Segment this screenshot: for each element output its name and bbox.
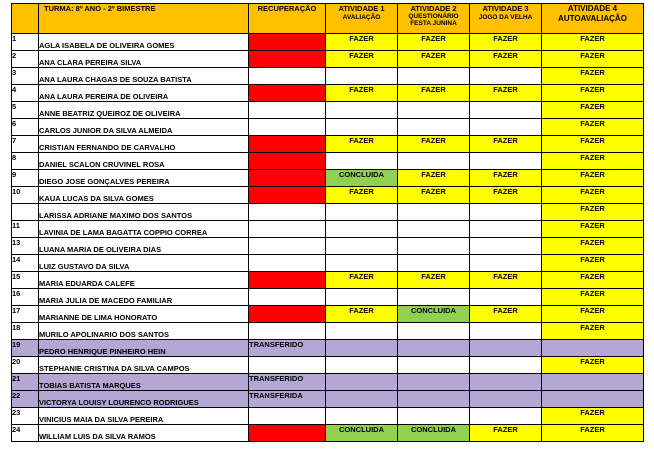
atividade-1-cell (326, 102, 398, 119)
atividade-4-cell: FAZER (542, 289, 644, 306)
atividade-4-cell: FAZER (542, 187, 644, 204)
student-number: 19 (12, 340, 39, 357)
recuperacao-cell: TRANSFERIDO (249, 340, 326, 357)
student-name: LUANA MARIA DE OLIVEIRA DIAS (39, 238, 249, 255)
student-name: LUIZ GUSTAVO DA SILVA (39, 255, 249, 272)
header-recuperacao: RECUPERAÇÃO (249, 4, 326, 34)
student-number: 7 (12, 136, 39, 153)
student-name: LAVINIA DE LAMA BAGATTA COPPIO CORREA (39, 221, 249, 238)
atividade-1-cell (326, 391, 398, 408)
atividade-3-cell: FAZER (470, 187, 542, 204)
student-name: ANA CLARA PEREIRA SILVA (39, 51, 249, 68)
atividade-1-cell: CONCLUIDA (326, 170, 398, 187)
student-name: PEDRO HENRIQUE PINHEIRO HEIN (39, 340, 249, 357)
recuperacao-cell (249, 51, 326, 68)
header-atividade-2-subtitle: QUESTIONÁRIO (408, 13, 459, 20)
atividade-3-cell (470, 374, 542, 391)
student-name: ANA LAURA PEREIRA DE OLIVEIRA (39, 85, 249, 102)
table-row (12, 323, 644, 340)
student-number: 14 (12, 255, 39, 272)
recuperacao-cell (249, 85, 326, 102)
atividade-2-cell (398, 153, 470, 170)
student-number: 1 (12, 34, 39, 51)
atividade-4-cell: FAZER (542, 204, 644, 221)
atividade-2-cell (398, 323, 470, 340)
atividade-2-cell (398, 374, 470, 391)
table-row (12, 391, 644, 408)
atividade-4-cell: FAZER (542, 272, 644, 289)
header-atividade-1-title: ATIVIDADE 1 (338, 4, 385, 13)
recuperacao-cell (249, 170, 326, 187)
header-atividade-3-title: ATIVIDADE 3 (482, 4, 529, 13)
atividade-4-cell: FAZER (542, 255, 644, 272)
table-row (12, 306, 644, 323)
table-row (12, 136, 644, 153)
header-atividade-3-subtitle: JOGO DA VELHA (478, 14, 533, 21)
atividade-4-cell: FAZER (542, 85, 644, 102)
table-row (12, 119, 644, 136)
student-name: VICTORYA LOUISY LOURENCO RODRIGUES (39, 391, 249, 408)
atividade-4-cell: FAZER (542, 238, 644, 255)
atividade-1-cell (326, 119, 398, 136)
table-row (12, 170, 644, 187)
student-name: CRISTIAN FERNANDO DE CARVALHO (39, 136, 249, 153)
atividade-3-cell: FAZER (470, 51, 542, 68)
atividade-3-cell: FAZER (470, 272, 542, 289)
table-row (12, 102, 644, 119)
atividade-3-cell (470, 221, 542, 238)
atividade-3-cell (470, 68, 542, 85)
table-row (12, 34, 644, 51)
atividade-1-cell: FAZER (326, 272, 398, 289)
student-number: 22 (12, 391, 39, 408)
table-row (12, 85, 644, 102)
table-row (12, 238, 644, 255)
atividade-2-cell (398, 119, 470, 136)
student-number: 2 (12, 51, 39, 68)
student-number: 17 (12, 306, 39, 323)
atividade-2-cell (398, 68, 470, 85)
header-atividade-2 (398, 4, 470, 34)
atividade-2-cell: FAZER (398, 51, 470, 68)
atividade-1-cell (326, 221, 398, 238)
atividade-3-cell (470, 153, 542, 170)
recuperacao-cell (249, 408, 326, 425)
header-num-cell (12, 4, 39, 34)
recuperacao-cell (249, 357, 326, 374)
atividade-3-cell (470, 340, 542, 357)
student-number: 8 (12, 153, 39, 170)
atividade-3-cell (470, 289, 542, 306)
student-number: 16 (12, 289, 39, 306)
atividade-2-cell: CONCLUIDA (398, 425, 470, 442)
student-name: DIEGO JOSE GONÇALVES PEREIRA (39, 170, 249, 187)
table-row (12, 221, 644, 238)
recuperacao-cell (249, 34, 326, 51)
student-name: STEPHANIE CRISTINA DA SILVA CAMPOS (39, 357, 249, 374)
atividade-2-cell (398, 357, 470, 374)
recuperacao-cell (249, 136, 326, 153)
atividade-4-cell: FAZER (542, 323, 644, 340)
atividade-3-cell (470, 391, 542, 408)
atividade-2-cell (398, 238, 470, 255)
student-number: 21 (12, 374, 39, 391)
header-atividade-4 (542, 4, 644, 34)
atividade-2-cell: FAZER (398, 34, 470, 51)
header-atividade-4-subtitle: AUTOAVALIAÇÃO (558, 14, 627, 23)
student-name: VINICIUS MAIA DA SILVA PEREIRA (39, 408, 249, 425)
atividade-3-cell: FAZER (470, 85, 542, 102)
recuperacao-cell (249, 425, 326, 442)
atividade-3-cell: FAZER (470, 425, 542, 442)
student-name: LARISSA ADRIANE MAXIMO DOS SANTOS (39, 204, 249, 221)
student-number: 23 (12, 408, 39, 425)
atividade-4-cell: FAZER (542, 102, 644, 119)
student-number: 5 (12, 102, 39, 119)
atividade-1-cell (326, 357, 398, 374)
student-number (12, 204, 39, 221)
student-name: CARLOS JUNIOR DA SILVA ALMEIDA (39, 119, 249, 136)
table-row (12, 289, 644, 306)
recuperacao-cell (249, 289, 326, 306)
header-atividade-1 (326, 4, 398, 34)
student-name: WILLIAM LUIS DA SILVA RAMOS (39, 425, 249, 442)
student-number: 10 (12, 187, 39, 204)
student-number: 4 (12, 85, 39, 102)
student-number: 6 (12, 119, 39, 136)
table-row (12, 374, 644, 391)
atividade-2-cell (398, 289, 470, 306)
table-row (12, 408, 644, 425)
atividade-4-cell: FAZER (542, 170, 644, 187)
student-name: MARIA EDUARDA CALEFE (39, 272, 249, 289)
student-name: TOBIAS BATISTA MARQUES (39, 374, 249, 391)
recuperacao-cell: TRANSFERIDA (249, 391, 326, 408)
atividade-4-cell: FAZER (542, 34, 644, 51)
table-row (12, 255, 644, 272)
atividade-2-cell (398, 204, 470, 221)
atividade-1-cell: FAZER (326, 34, 398, 51)
atividade-2-cell (398, 221, 470, 238)
table-row (12, 204, 644, 221)
atividade-2-cell (398, 391, 470, 408)
atividade-4-cell: FAZER (542, 408, 644, 425)
atividade-3-cell: FAZER (470, 170, 542, 187)
class-title: TURMA: 8º ANO - 2º BIMESTRE (39, 4, 249, 34)
atividade-4-cell (542, 340, 644, 357)
atividade-1-cell (326, 323, 398, 340)
recuperacao-cell (249, 102, 326, 119)
student-number: 3 (12, 68, 39, 85)
header-atividade-2-title: ATIVIDADE 2 (410, 4, 457, 13)
atividade-4-cell: FAZER (542, 425, 644, 442)
student-name: MURILO APOLINARIO DOS SANTOS (39, 323, 249, 340)
atividade-1-cell: CONCLUIDA (326, 425, 398, 442)
atividade-2-cell (398, 408, 470, 425)
atividade-1-cell (326, 68, 398, 85)
header-atividade-4-title: ATIVIDADE 4 (567, 4, 618, 13)
atividade-4-cell: FAZER (542, 68, 644, 85)
atividade-1-cell: FAZER (326, 51, 398, 68)
atividade-2-cell: FAZER (398, 170, 470, 187)
student-number: 15 (12, 272, 39, 289)
atividade-3-cell: FAZER (470, 306, 542, 323)
student-number: 20 (12, 357, 39, 374)
table-row (12, 153, 644, 170)
recuperacao-cell (249, 153, 326, 170)
atividade-4-cell: FAZER (542, 357, 644, 374)
student-name: KAUA LUCAS DA SILVA GOMES (39, 187, 249, 204)
student-name: ANNE BEATRIZ QUEIROZ DE OLIVEIRA (39, 102, 249, 119)
student-name: DANIEL SCALON CRUVINEL ROSA (39, 153, 249, 170)
recuperacao-cell (249, 306, 326, 323)
table-row (12, 272, 644, 289)
atividade-1-cell: FAZER (326, 306, 398, 323)
student-name: ANA LAURA CHAGAS DE SOUZA BATISTA (39, 68, 249, 85)
header-atividade-1-subtitle: AVALIAÇÃO (342, 14, 381, 21)
table-row (12, 340, 644, 357)
atividade-1-cell: FAZER (326, 187, 398, 204)
atividade-2-cell: FAZER (398, 136, 470, 153)
atividade-3-cell (470, 357, 542, 374)
atividade-1-cell (326, 238, 398, 255)
atividade-1-cell (326, 289, 398, 306)
student-name: MARIANNE DE LIMA HONORATO (39, 306, 249, 323)
atividade-4-cell: FAZER (542, 119, 644, 136)
recuperacao-cell (249, 272, 326, 289)
atividade-4-cell (542, 374, 644, 391)
student-number: 9 (12, 170, 39, 187)
recuperacao-cell (249, 323, 326, 340)
atividade-2-cell: FAZER (398, 187, 470, 204)
student-number: 24 (12, 425, 39, 442)
student-name: MARIA JULIA DE MACEDO FAMILIAR (39, 289, 249, 306)
table-row (12, 51, 644, 68)
table-row (12, 187, 644, 204)
atividade-4-cell: FAZER (542, 306, 644, 323)
atividade-3-cell (470, 323, 542, 340)
atividade-1-cell (326, 204, 398, 221)
table-row (12, 425, 644, 442)
recuperacao-cell (249, 68, 326, 85)
recuperacao-cell (249, 204, 326, 221)
atividade-3-cell (470, 102, 542, 119)
atividade-2-cell: FAZER (398, 85, 470, 102)
atividade-4-cell: FAZER (542, 221, 644, 238)
recuperacao-cell (249, 221, 326, 238)
table-row (12, 68, 644, 85)
atividade-2-cell: CONCLUIDA (398, 306, 470, 323)
atividade-1-cell (326, 340, 398, 357)
student-name: AGLA ISABELA DE OLIVEIRA GOMES (39, 34, 249, 51)
header-row (12, 4, 644, 34)
atividade-1-cell: FAZER (326, 85, 398, 102)
atividade-2-cell: FAZER (398, 272, 470, 289)
atividade-2-cell (398, 102, 470, 119)
atividade-4-cell (542, 391, 644, 408)
recuperacao-cell (249, 119, 326, 136)
student-number: 13 (12, 238, 39, 255)
header-atividade-2-subtitle-2: FESTA JUNINA (410, 20, 457, 27)
atividade-4-cell: FAZER (542, 153, 644, 170)
atividade-3-cell (470, 238, 542, 255)
recuperacao-cell (249, 255, 326, 272)
atividade-3-cell: FAZER (470, 34, 542, 51)
atividade-3-cell (470, 204, 542, 221)
atividade-1-cell (326, 153, 398, 170)
atividade-3-cell (470, 255, 542, 272)
atividade-1-cell (326, 408, 398, 425)
student-number: 18 (12, 323, 39, 340)
student-number: 11 (12, 221, 39, 238)
atividade-3-cell: FAZER (470, 136, 542, 153)
student-activity-table (11, 3, 644, 442)
atividade-4-cell: FAZER (542, 51, 644, 68)
atividade-4-cell: FAZER (542, 136, 644, 153)
header-atividade-3 (470, 4, 542, 34)
atividade-2-cell (398, 255, 470, 272)
atividade-3-cell (470, 119, 542, 136)
atividade-1-cell: FAZER (326, 136, 398, 153)
recuperacao-cell (249, 238, 326, 255)
atividade-1-cell (326, 374, 398, 391)
recuperacao-cell (249, 187, 326, 204)
atividade-2-cell (398, 340, 470, 357)
recuperacao-cell: TRANSFERIDO (249, 374, 326, 391)
table-row (12, 357, 644, 374)
atividade-1-cell (326, 255, 398, 272)
atividade-3-cell (470, 408, 542, 425)
